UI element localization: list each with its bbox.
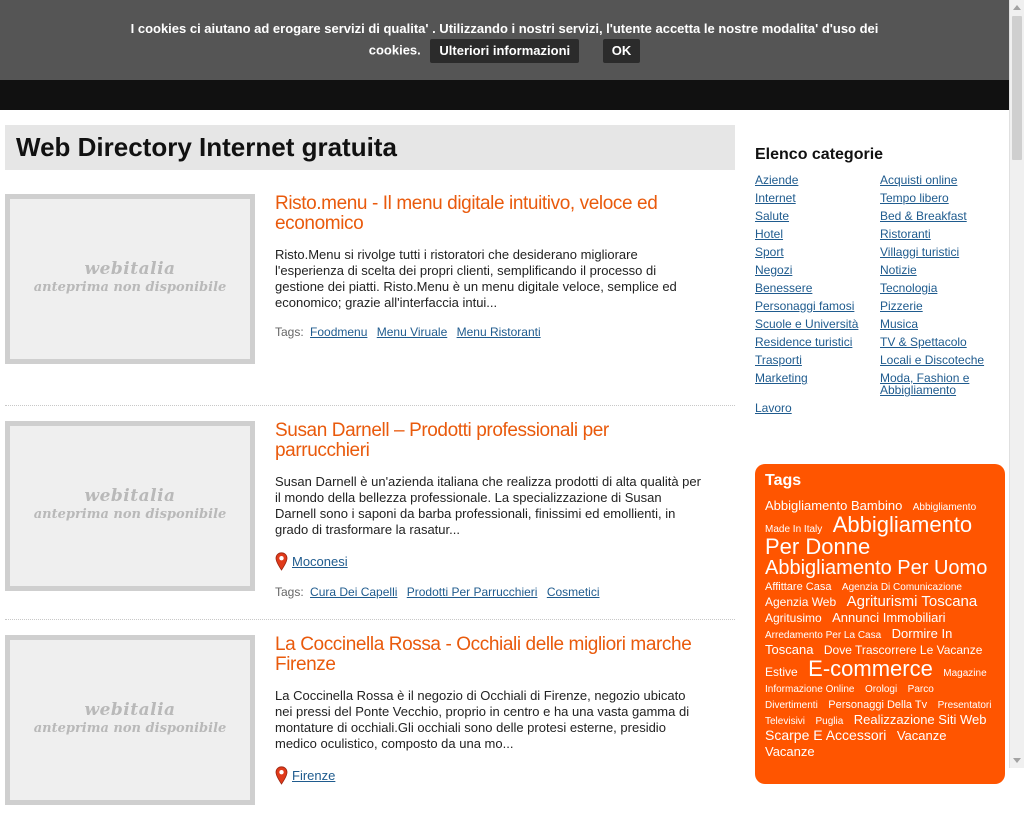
listing-tags (275, 585, 705, 599)
tag-cloud-link[interactable]: Dove Trascorrere Le Vacanze Estive (765, 643, 983, 679)
location-link[interactable]: Moconesi (292, 554, 348, 569)
category-link-internet[interactable]: Internet (755, 191, 796, 205)
tag-cloud-link[interactable]: Parco Divertimenti (765, 684, 934, 711)
listing-title[interactable]: Risto.menu - Il menu digitale intuitivo, veloce ed economico (275, 193, 658, 234)
listing-item (5, 620, 735, 820)
tag-cloud-link[interactable]: Scarpe E Accessori (765, 727, 887, 743)
top-navigation-bar (0, 80, 1009, 110)
thumbnail-note: anteprima non disponibile (33, 721, 227, 736)
thumbnail-note: anteprima non disponibile (33, 280, 227, 295)
tag-cloud-link[interactable]: Agritusimo (765, 611, 822, 625)
category-link-locali[interactable]: Locali e Discoteche (880, 353, 985, 367)
tags-title: Tags (765, 472, 802, 489)
tag-cloud-link[interactable]: Magazine (943, 668, 987, 679)
category-link-musica[interactable]: Musica (880, 317, 919, 331)
thumbnail-brand: webitalia (84, 700, 176, 720)
listing-info (275, 194, 705, 339)
tag-link[interactable]: Menu Viruale (376, 325, 448, 339)
category-link-negozi[interactable]: Negozi (755, 263, 793, 277)
tag-cloud-link[interactable]: Personaggi Della Tv (828, 699, 928, 711)
listing-title[interactable]: Susan Darnell – Prodotti professionali per parrucchieri (275, 420, 609, 461)
ok-button[interactable]: OK (603, 39, 641, 63)
tag-link[interactable]: Menu Ristoranti (456, 325, 541, 339)
tag-cloud-link[interactable]: Agenzia Di Comunicazione (841, 582, 962, 593)
thumbnail-brand: webitalia (84, 259, 176, 279)
main-content (5, 125, 735, 820)
tags-panel (755, 464, 1005, 784)
category-link-sport[interactable]: Sport (755, 245, 784, 259)
tag-link[interactable]: Cosmetici (546, 585, 600, 599)
tag-cloud-link[interactable]: Agriturismi Toscana (846, 593, 978, 610)
tag-cloud-link[interactable]: Abbigliamento Per Uomo (765, 557, 988, 579)
tag-cloud-link[interactable]: Realizzazione Siti Web (853, 712, 987, 727)
map-pin-icon (275, 766, 288, 785)
tag-cloud-link[interactable]: Orologi (864, 684, 898, 695)
category-link-hotel[interactable]: Hotel (755, 227, 784, 241)
category-link-trasporti[interactable]: Trasporti (755, 353, 802, 367)
tag-cloud (765, 498, 995, 760)
listing-tags (275, 325, 705, 339)
thumbnail-placeholder[interactable] (5, 421, 255, 591)
category-link-residence[interactable]: Residence turistici (755, 335, 853, 349)
tags-label: Tags: (275, 585, 304, 599)
listing-info (275, 635, 705, 785)
thumbnail-placeholder[interactable] (5, 194, 255, 364)
tag-cloud-link[interactable]: Abbigliamento Made In Italy (765, 502, 977, 535)
tag-cloud-link[interactable]: Abbigliamento Per Donne (765, 512, 973, 559)
tag-cloud-link[interactable]: Affittare Casa (765, 581, 832, 593)
tag-cloud-link[interactable]: Presentatori Televisivi (765, 700, 992, 727)
tag-cloud-link[interactable]: Agenzia Web (765, 595, 837, 609)
category-link-lavoro[interactable]: Lavoro (755, 401, 792, 415)
thumbnail-note: anteprima non disponibile (33, 507, 227, 522)
category-link-notizie[interactable]: Notizie (880, 263, 917, 277)
cookie-text: I cookies ci aiutano ad erogare servizi di qualita' . Utilizzando i nostri servizi, l'utente accetta le nostre modalita' d'uso dei (130, 21, 879, 36)
tags-label: Tags: (275, 325, 304, 339)
listing-location (275, 552, 705, 571)
category-link-ristoranti[interactable]: Ristoranti (880, 227, 931, 241)
category-link-marketing[interactable]: Marketing (755, 371, 808, 385)
category-link-aziende[interactable]: Aziende (755, 173, 799, 187)
tag-link[interactable]: Cura Dei Capelli (310, 585, 398, 599)
sidebar (755, 146, 1005, 759)
listing-description: Susan Darnell è un'azienda italiana che realizza prodotti di alta qualità per il mondo della bellezza professionale. La specializzazione di Susan Darnell sono i saponi da barba professionali, finissimi ed emollienti, in grado di trasformare la rasatur... (275, 474, 701, 537)
scrollbar-thumb[interactable] (1012, 16, 1022, 160)
cookie-banner (0, 0, 1009, 80)
category-link-tecnologia[interactable]: Tecnologia (880, 281, 938, 295)
tag-cloud-link[interactable]: Annunci Immobiliari (832, 610, 946, 625)
vertical-scrollbar[interactable] (1009, 0, 1024, 768)
tag-cloud-link[interactable]: Informazione Online (765, 684, 855, 695)
tag-link[interactable]: Prodotti Per Parrucchieri (406, 585, 538, 599)
listing-info (275, 421, 705, 599)
scroll-down-arrow-icon[interactable] (1013, 758, 1021, 763)
listing-item (5, 406, 735, 620)
listing-item (5, 194, 735, 406)
categories-list (755, 174, 1005, 439)
tag-cloud-link[interactable]: E-commerce (808, 656, 933, 681)
category-link-tv-spettacolo[interactable]: TV & Spettacolo (880, 335, 967, 349)
cookie-text-end: cookies. (368, 42, 421, 58)
category-link-acquisti-online[interactable]: Acquisti online (880, 173, 958, 187)
category-link-moda[interactable]: Moda, Fashion e Abbigliamento (880, 371, 970, 397)
listing-description: La Coccinella Rossa è il negozio di Occhiali di Firenze, negozio ubicato nei pressi del Ponte Vecchio, proprio in centro e ha una vasta gamma di montature di occhiali.Gli occhiali sono delle protesi esterne, presidio medico oculistico, composto da una mo... (275, 688, 690, 751)
category-link-pizzerie[interactable]: Pizzerie (880, 299, 923, 313)
location-link[interactable]: Firenze (292, 768, 336, 783)
map-pin-icon (275, 552, 288, 571)
listing-location (275, 766, 705, 785)
category-link-scuole[interactable]: Scuole e Università (755, 317, 859, 331)
listing-title[interactable]: La Coccinella Rossa - Occhiali delle migliori marche Firenze (275, 634, 692, 675)
tag-cloud-link[interactable]: Abbigliamento Bambino (765, 498, 903, 513)
tag-cloud-link[interactable]: Dormire In Toscana (765, 626, 953, 657)
tag-cloud-link[interactable]: Arredamento Per La Casa (765, 630, 882, 641)
category-link-personaggi-famosi[interactable]: Personaggi famosi (755, 299, 855, 313)
category-link-benessere[interactable]: Benessere (755, 281, 813, 295)
category-link-bed-breakfast[interactable]: Bed & Breakfast (880, 209, 967, 223)
tag-cloud-link[interactable]: Vacanze (896, 728, 947, 743)
tag-cloud-link[interactable]: Vacanze (765, 744, 815, 759)
scroll-up-arrow-icon[interactable] (1013, 5, 1021, 10)
thumbnail-placeholder[interactable] (5, 635, 255, 805)
category-link-salute[interactable]: Salute (755, 209, 790, 223)
listing-description: Risto.Menu si rivolge tutti i ristoratori che desiderano migliorare l'esperienza di scelta dei propri clienti, semplificando il processo di gestione dei piatti. Risto.Menu è un menu digitale veloce, semplice ed economico; grazie all'interfaccia intui... (275, 247, 677, 310)
category-link-tempo-libero[interactable]: Tempo libero (880, 191, 949, 205)
page-title: Web Directory Internet gratuita (5, 125, 735, 170)
category-link-villaggi[interactable]: Villaggi turistici (880, 245, 960, 259)
tag-link[interactable]: Foodmenu (310, 325, 368, 339)
tag-cloud-link[interactable]: Puglia (815, 716, 844, 727)
more-info-button[interactable]: Ulteriori informazioni (430, 39, 579, 63)
thumbnail-brand: webitalia (84, 486, 176, 506)
categories-title: Elenco categorie (755, 146, 884, 163)
